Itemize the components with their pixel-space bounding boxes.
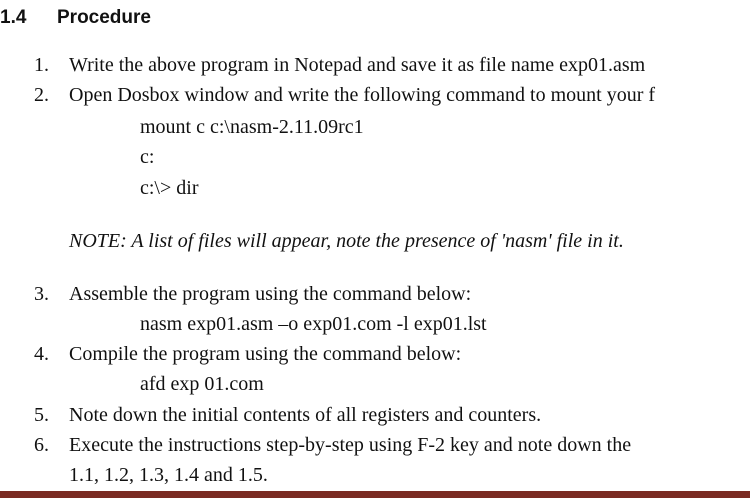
step-text: Write the above program in Notepad and save it as file name exp01.asm (69, 54, 646, 76)
footer-rule (0, 491, 750, 498)
step-text: Compile the program using the command below: (69, 343, 462, 365)
command-line: c:\> dir (140, 177, 199, 199)
note-text: NOTE: A list of files will appear, note the presence of 'nasm' file in it. (69, 230, 624, 252)
step-number: 2. (34, 84, 49, 106)
command-line: afd exp 01.com (140, 373, 264, 395)
step-text: Execute the instructions step-by-step using F-2 key and note down the (69, 434, 632, 456)
step-number: 1. (34, 54, 49, 76)
command-line: nasm exp01.asm –o exp01.com -l exp01.lst (140, 313, 487, 335)
step-text: Open Dosbox window and write the following command to mount your f (69, 84, 656, 106)
section-heading (0, 7, 151, 29)
command-line: mount c c:\nasm-2.11.09rc1 (140, 116, 364, 138)
step-text-continuation: 1.1, 1.2, 1.3, 1.4 and 1.5. (69, 464, 268, 486)
step-number: 3. (34, 283, 49, 305)
section-number: 1.4 (0, 7, 27, 28)
step-number: 6. (34, 434, 49, 456)
step-text: Assemble the program using the command below: (69, 283, 472, 305)
step-number: 5. (34, 404, 49, 426)
step-number: 4. (34, 343, 49, 365)
command-line: c: (140, 146, 155, 168)
section-title: Procedure (57, 7, 151, 28)
step-text: Note down the initial contents of all registers and counters. (69, 404, 542, 426)
